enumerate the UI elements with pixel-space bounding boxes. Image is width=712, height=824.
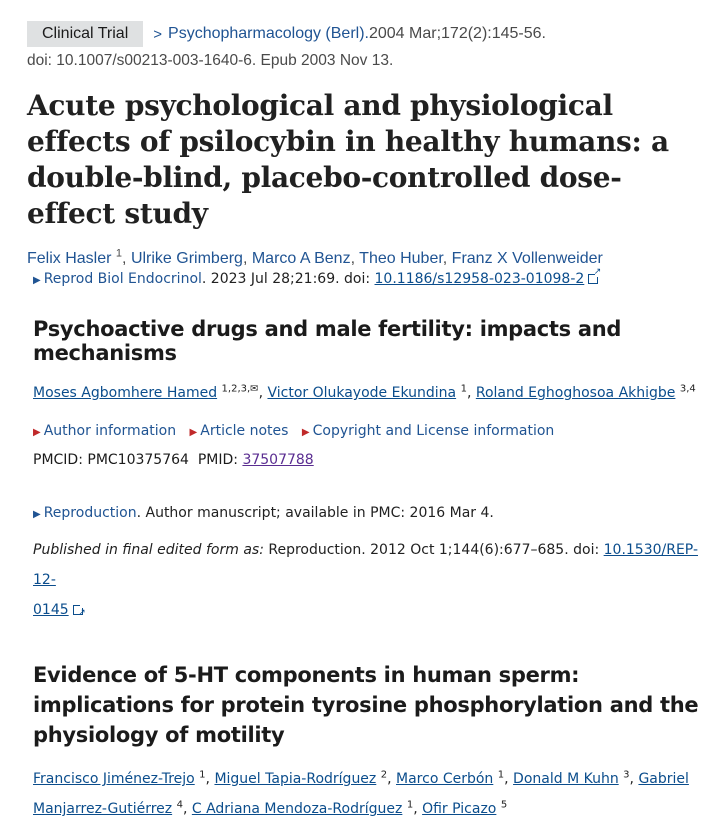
article-notes-toggle[interactable]: ▶ Article notes bbox=[189, 423, 289, 439]
author-link[interactable]: Franz X Vollenweider bbox=[451, 250, 603, 267]
doi-link-continued[interactable]: 0145 bbox=[33, 602, 69, 618]
affiliation-sup: 2 bbox=[380, 769, 388, 781]
external-link-icon bbox=[73, 605, 83, 615]
expand-triangle-icon[interactable]: ▶ bbox=[33, 275, 41, 286]
pubmed-record bbox=[27, 20, 697, 268]
affiliation-sup: 1,2,3,✉ bbox=[221, 383, 259, 395]
published-in-line bbox=[33, 535, 703, 625]
pmcid-line bbox=[33, 452, 703, 468]
pmc-record bbox=[33, 505, 703, 824]
doi-line: doi: 10.1007/s00213-003-1640-6. Epub 2003 Nov 13. bbox=[27, 52, 394, 69]
author-link[interactable]: C Adriana Mendoza-Rodríguez bbox=[191, 801, 403, 817]
article-title: Psychoactive drugs and male fertility: impacts and mechanisms bbox=[33, 317, 622, 365]
expand-triangle-icon: ▶ bbox=[33, 427, 41, 438]
journal-link[interactable]: Reproduction bbox=[43, 505, 137, 521]
journal-link[interactable]: Reprod Biol Endocrinol bbox=[43, 271, 202, 287]
chevron-right-icon: > bbox=[153, 25, 163, 43]
affiliation-sup: 3,4 bbox=[679, 383, 696, 395]
expand-triangle-icon: ▶ bbox=[189, 427, 198, 438]
author-information-toggle[interactable]: ▶ Author information bbox=[33, 423, 177, 439]
expand-triangle-icon: ▶ bbox=[301, 427, 310, 438]
affiliation-sup: 1 bbox=[199, 769, 206, 781]
author-link[interactable]: Gabriel Manjarrez-Gutiérrez bbox=[33, 771, 689, 817]
author-list: Francisco Jiménez-Trejo $^1$, Miguel Tapia-Rodríguez $^2$, Marco Cerbón $^1$, Donald M Kuhn $^3$, Gabriel Manjarrez-Gutiérrez $^4$, C Adriana Mendoza-Rodríguez $^1$, Ofir Picazo $^5$ bbox=[33, 769, 689, 817]
author-link[interactable]: Moses Agbomhere Hamed bbox=[33, 385, 218, 401]
affiliation-sup: 1 bbox=[497, 769, 505, 781]
citation-row bbox=[33, 505, 703, 521]
author-link[interactable]: Ulrike Grimberg bbox=[130, 250, 243, 267]
published-label: Published in final edited form as: bbox=[33, 542, 264, 558]
article-title: Acute psychological and physiological effects of psilocybin in healthy humans: a double-blind, placebo-controlled dose-effect study bbox=[27, 89, 669, 230]
author-link[interactable]: Theo Huber bbox=[359, 250, 443, 267]
author-link[interactable]: Felix Hasler bbox=[27, 250, 112, 267]
author-link[interactable]: Marco A Benz bbox=[251, 250, 351, 267]
affiliation-sup: 1 bbox=[460, 383, 467, 395]
affiliation-sup: 4 bbox=[176, 799, 183, 811]
citation-row bbox=[33, 271, 703, 287]
journal-link[interactable]: Psychopharmacology (Berl). bbox=[168, 25, 369, 42]
affiliation-sup: 1 bbox=[406, 799, 414, 811]
doi-link[interactable]: 10.1186/s12958-023-01098-2 bbox=[374, 271, 585, 287]
author-link[interactable]: Victor Olukayode Ekundina bbox=[267, 385, 457, 401]
publication-type-badge: Clinical Trial bbox=[27, 21, 143, 47]
affiliation-sup: 5 bbox=[500, 799, 508, 811]
author-link[interactable]: Donald M Kuhn bbox=[513, 771, 619, 787]
author-link[interactable]: Roland Eghoghosoa Akhigbe bbox=[475, 385, 676, 401]
author-link[interactable]: Miguel Tapia-Rodríguez bbox=[214, 771, 377, 787]
doi-link[interactable]: 10.1530/REP-12- bbox=[33, 542, 698, 588]
citation-row bbox=[27, 20, 697, 48]
affiliation-sup: 3 bbox=[623, 769, 630, 781]
external-link-icon bbox=[588, 274, 598, 284]
author-link[interactable]: Ofir Picazo bbox=[422, 801, 497, 817]
article-meta-links bbox=[33, 423, 703, 439]
article-title: Evidence of 5-HT components in human sperm: implications for protein tyrosine phosphorylation and the physiology of motility bbox=[33, 663, 699, 747]
pmid-link[interactable]: 37507788 bbox=[242, 452, 314, 468]
author-link[interactable]: Francisco Jiménez-Trejo bbox=[33, 771, 195, 787]
author-list: Felix Hasler $^1$, Ulrike Grimberg, Marco A Benz, Theo Huber, Franz X Vollenweider bbox=[27, 247, 603, 267]
citation-text: . 2023 Jul 28;21:69. doi: bbox=[201, 271, 375, 287]
published-citation: Reproduction. 2012 Oct 1;144(6):677–685. doi: bbox=[263, 542, 604, 558]
pmc-record bbox=[33, 271, 703, 468]
citation-text: 2004 Mar;172(2):145-56. bbox=[368, 25, 546, 42]
author-list: Moses Agbomhere Hamed $^{1,2,3,✉}$, Victor Olukayode Ekundina $^1$, Roland Eghoghosoa Akhigbe $^{3,4}$ bbox=[33, 383, 696, 401]
expand-triangle-icon[interactable]: ▶ bbox=[33, 509, 41, 520]
affiliation-sup: 1 bbox=[115, 247, 123, 260]
copyright-license-toggle[interactable]: ▶ Copyright and License information bbox=[301, 423, 555, 439]
author-link[interactable]: Marco Cerbón bbox=[396, 771, 494, 787]
pmcid-text: PMCID: PMC10375764 PMID: bbox=[33, 452, 243, 468]
manuscript-status: . Author manuscript; available in PMC: 2016 Mar 4. bbox=[136, 505, 494, 521]
